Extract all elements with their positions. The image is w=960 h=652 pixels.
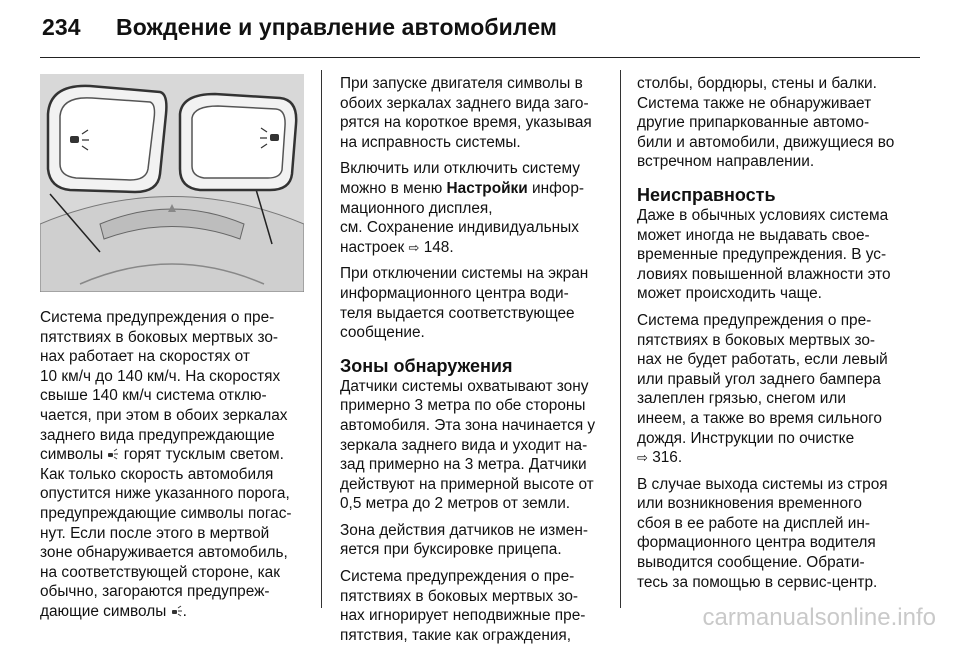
- col2-paragraph-1: При запуске двигателя символы в обоих зеркалах заднего вида заго- рятся на короткое время, указывая на исправность системы.: [340, 75, 592, 151]
- col3-paragraph-4: В случае выхода системы из строя или возникновения временного сбоя в ее работе на дисплей ин- формационного центра водителя выводится сообщение. Обрати- тесь за помощью в сервис-центр.: [637, 475, 888, 591]
- page-reference[interactable]: 316.: [652, 449, 683, 467]
- col3-paragraph-3: Система предупреждения о пре- пятствиях в боковых мертвых зо- нах не будет работать, если левый или правый угол заднего бампера залеплен грязью, снегом или инеем, а также во время сильного дождя. Инструкции по очистке ⇨ 316.: [637, 311, 888, 467]
- page-title: Вождение и управление автомобилем: [116, 14, 558, 40]
- column-divider-2: [620, 70, 621, 608]
- col2-paragraph-3: При отключении системы на экран информационного центра води- теля выдается соответствующее сообщение.: [340, 265, 589, 342]
- column-1: [40, 74, 304, 629]
- header-rule: [40, 57, 920, 58]
- section-heading-fault: Неисправность: [637, 184, 776, 205]
- col3-paragraph-1: столбы, бордюры, стены и балки. Система также не обнаруживает другие припаркованные автомо- били и автомобили, движущиеся во встречном направлении.: [637, 75, 895, 171]
- watermark: carmanualsonline.info: [702, 604, 936, 631]
- col2-paragraph-6: Система предупреждения о пре- пятствиях в боковых мертвых зо- нах игнорирует неподвижные пре- пятствия, такие как ограждения,: [340, 568, 586, 644]
- mirror-illustration: [40, 74, 304, 292]
- blind-spot-warning-icon: [171, 605, 183, 617]
- column-3: [637, 74, 905, 599]
- col2-paragraph-4: Датчики системы охватывают зону примерно 3 метра по обе стороны автомобиля. Эта зона начинается у зеркала заднего вида и уходит на- зад примерно на 3 метра. Датчики действуют на примерной высоте от 0,5 метра до 2 метров от земли.: [340, 377, 596, 513]
- col3-paragraph-2: Даже в обычных условиях система может иногда не выдавать свое- временные предупреждения. В ус- ловиях повышенной влажности это может происходить чаще.: [637, 206, 891, 303]
- column-2: [340, 74, 605, 652]
- page-reference[interactable]: 148.: [423, 238, 454, 256]
- col2-paragraph-2: Включить или отключить систему можно в меню Настройки инфор- мационного дисплея, см. Сохранение индивидуальных настроек ⇨ 148.: [340, 160, 584, 256]
- column-divider-1: [321, 70, 322, 608]
- page-header: [42, 14, 557, 41]
- col2-paragraph-5: Зона действия датчиков не измен- яется при буксировке прицепа.: [340, 521, 588, 559]
- blind-spot-warning-icon: [107, 448, 119, 460]
- arrow-reference-icon: ⇨: [637, 450, 648, 466]
- page-number: 234: [42, 14, 81, 40]
- section-heading-zones: Зоны обнаружения: [340, 355, 513, 376]
- menu-settings-label: Настройки: [446, 179, 528, 197]
- arrow-reference-icon: ⇨: [408, 239, 420, 255]
- col1-paragraph: Система предупреждения о пре- пятствиях в боковых мертвых зо- нах работает на скоростях от 10 км/ч до 140 км/ч. На скоростях свыше 140 км/ч система отклю- чается, при этом в обоих зеркалах заднего вида предупреждающие символы горят тусклым светом. Как только скорость автомобиля опустится ниже указанного порога, предупреждающие символы погас- нут. Если после этого в мертвой зоне обнаруживается автомобиль, на соответствующей стороне, как обычно, загораются предупреж- дающие символы .: [40, 309, 292, 620]
